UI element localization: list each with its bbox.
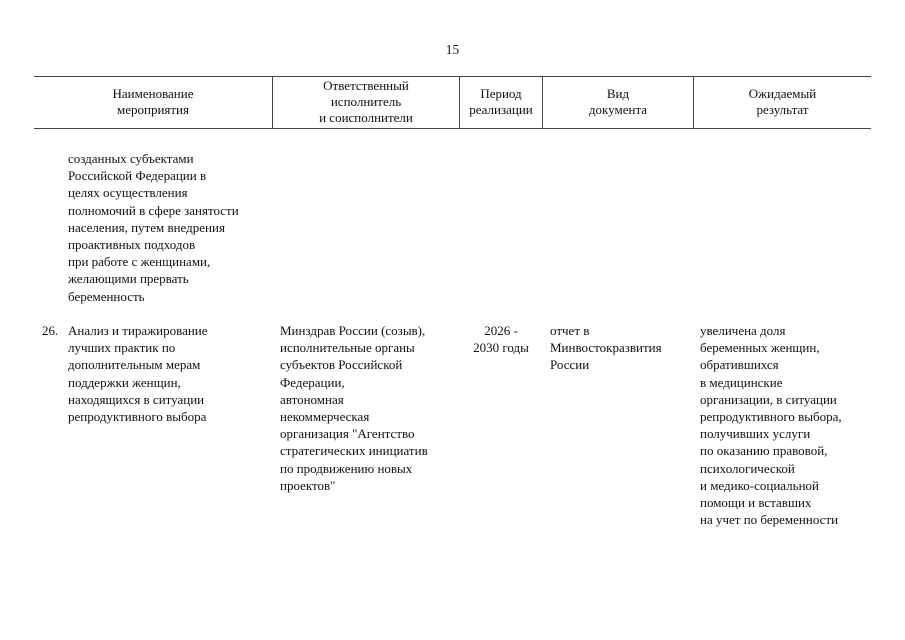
continued-row-name: созданных субъектами Российской Федерации в целях осуществления полномочий в сфере занятости населения, путем внедрения проактивных подходов при работе с женщинами, желающими прервать беременность: [68, 151, 239, 304]
page-number: 15: [445, 42, 460, 57]
row-period: 2026 - 2030 годы: [473, 323, 529, 356]
header-document: Вид документа: [588, 86, 648, 117]
header-result: Ожидаемый результат: [748, 86, 817, 117]
row-document: отчет в Минвостокразвития России: [550, 323, 662, 373]
row-executor: Минздрав России (созыв), исполнительные органы субъектов Российской Федерации, автономная некоммерческая организация "Агентство стратегических инициатив по продвижению новых проектов": [280, 323, 428, 493]
header-executor: Ответственный исполнитель и соисполнители: [319, 78, 413, 125]
header-period: Период реализации: [469, 86, 533, 117]
row-result: увеличена доля беременных женщин, обратившихся в медицинские организации, в ситуации репродуктивного выбора, получивших услуги по оказанию правовой, психологической и медико-социальной помощи и вставших на учет по беременности: [700, 323, 842, 528]
row-number: 26.: [42, 323, 59, 338]
table-header-bottom-rule: [34, 128, 871, 129]
header-name: Наименование мероприятия: [112, 86, 194, 117]
row-name: Анализ и тиражирование лучших практик по дополнительным мерам поддержки женщин, находящихся в ситуации репродуктивного выбора: [68, 323, 208, 425]
